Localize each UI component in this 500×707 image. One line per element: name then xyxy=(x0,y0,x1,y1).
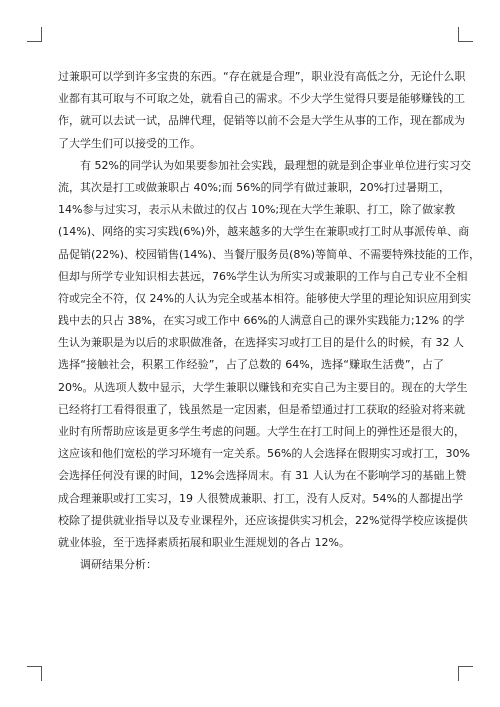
crop-mark-bottom-right xyxy=(458,666,473,681)
paragraph-line: 过兼职可以学到许多宝贵的东西。“存在就是合理”，职业没有高低之分，无论什么职 xyxy=(58,70,466,83)
paragraph-line: 20%。从选项人数中显示，大学生兼职以赚钱和充实自己为主要目的。现在的大学生 xyxy=(58,380,468,394)
crop-mark-top-right xyxy=(458,27,473,42)
paragraph-line: 生认为兼职是为以后的求职做准备，在选择实习或打工目的是什么的时候，有 32 人 xyxy=(58,336,464,350)
paragraph-line: (14%)、网络的实习实践(6%)外，越来越多的大学生在兼职或打工时从事派传单、商 xyxy=(58,225,470,239)
paragraph-line: 了大学生们可以接受的工作。 xyxy=(58,136,201,150)
paragraph xyxy=(58,554,444,576)
paragraph-line: 会选择任何没有课的时间，12%会选择周末。有 31 人认为在不影响学习的基础上赞 xyxy=(58,469,467,483)
paragraph-line: 有 52%的同学认为如果要参加社会实践，最理想的就是到企事业单位进行实习交 xyxy=(80,158,471,172)
paragraph-line: 这应该和他们宽松的学习环境有一定关系。56%的人会选择在假期实习或打工，30% xyxy=(58,447,470,461)
document-body xyxy=(58,66,481,576)
crop-mark-top-left xyxy=(27,27,42,42)
paragraph-line: 业时有所帮助应该是更多学生考虑的问题。大学生在打工时间上的弹性还是很大的， xyxy=(58,425,465,438)
paragraph-line: 作，就可以去试一试，品牌代理，促销等以前不会是大学生从事的工作，现在都成为 xyxy=(58,114,465,128)
paragraph-line: 调研结果分析： xyxy=(80,558,157,572)
paragraph-line: 品促销(22%)、校园销售(14%)、当餐厅服务员(8%)等简单、不需要特殊技能的工作， xyxy=(58,247,481,261)
paragraph-line: 就业体验，至于选择素质拓展和职业生涯规划的各占 12%。 xyxy=(58,535,350,549)
paragraph-line: 流，其次是打工或做兼职占 40%;而 56%的同学有做过兼职，20%打过暑期工， xyxy=(58,180,451,194)
paragraph-line: 业都有其可取与不可取之处，就看自己的需求。不少大学生觉得只要是能够赚钱的工 xyxy=(58,92,465,106)
crop-mark-bottom-left xyxy=(27,666,42,681)
paragraph-line: 14%参与过实习，表示从未做过的仅占 10%;现在大学生兼职、打工，除了做家教 xyxy=(58,203,456,217)
paragraph xyxy=(58,155,481,554)
paragraph-line: 践中去的只占 38%，在实习或工作中 66%的人满意自己的课外实践能力;12% 的学 xyxy=(58,314,465,328)
paragraph-line: 成合理兼职或打工实习，19 人很赞成兼职、打工，没有人反对。54%的人都提出学 xyxy=(58,491,463,505)
paragraph xyxy=(58,66,466,155)
paragraph-line: 符或完全不符，仅 24%的人认为完全或基本相符。能够使大学里的理论知识应用到实 xyxy=(58,291,471,305)
paragraph-line: 但却与所学专业知识相去甚远，76%学生认为所实习或兼职的工作与自己专业不全相 xyxy=(58,269,468,283)
paragraph-line: 校除了提供就业指导以及专业课程外，还应该提供实习机会，22%觉得学校应该提供 xyxy=(58,513,468,527)
paragraph-line: 选择“接触社会，积累工作经验”，占了总数的 64%，选择“赚取生活费”，占了 xyxy=(58,358,444,372)
paragraph-line: 已经将打工看得很重了，钱虽然是一定因素，但是希望通过打工获取的经验对将来就 xyxy=(58,402,465,416)
